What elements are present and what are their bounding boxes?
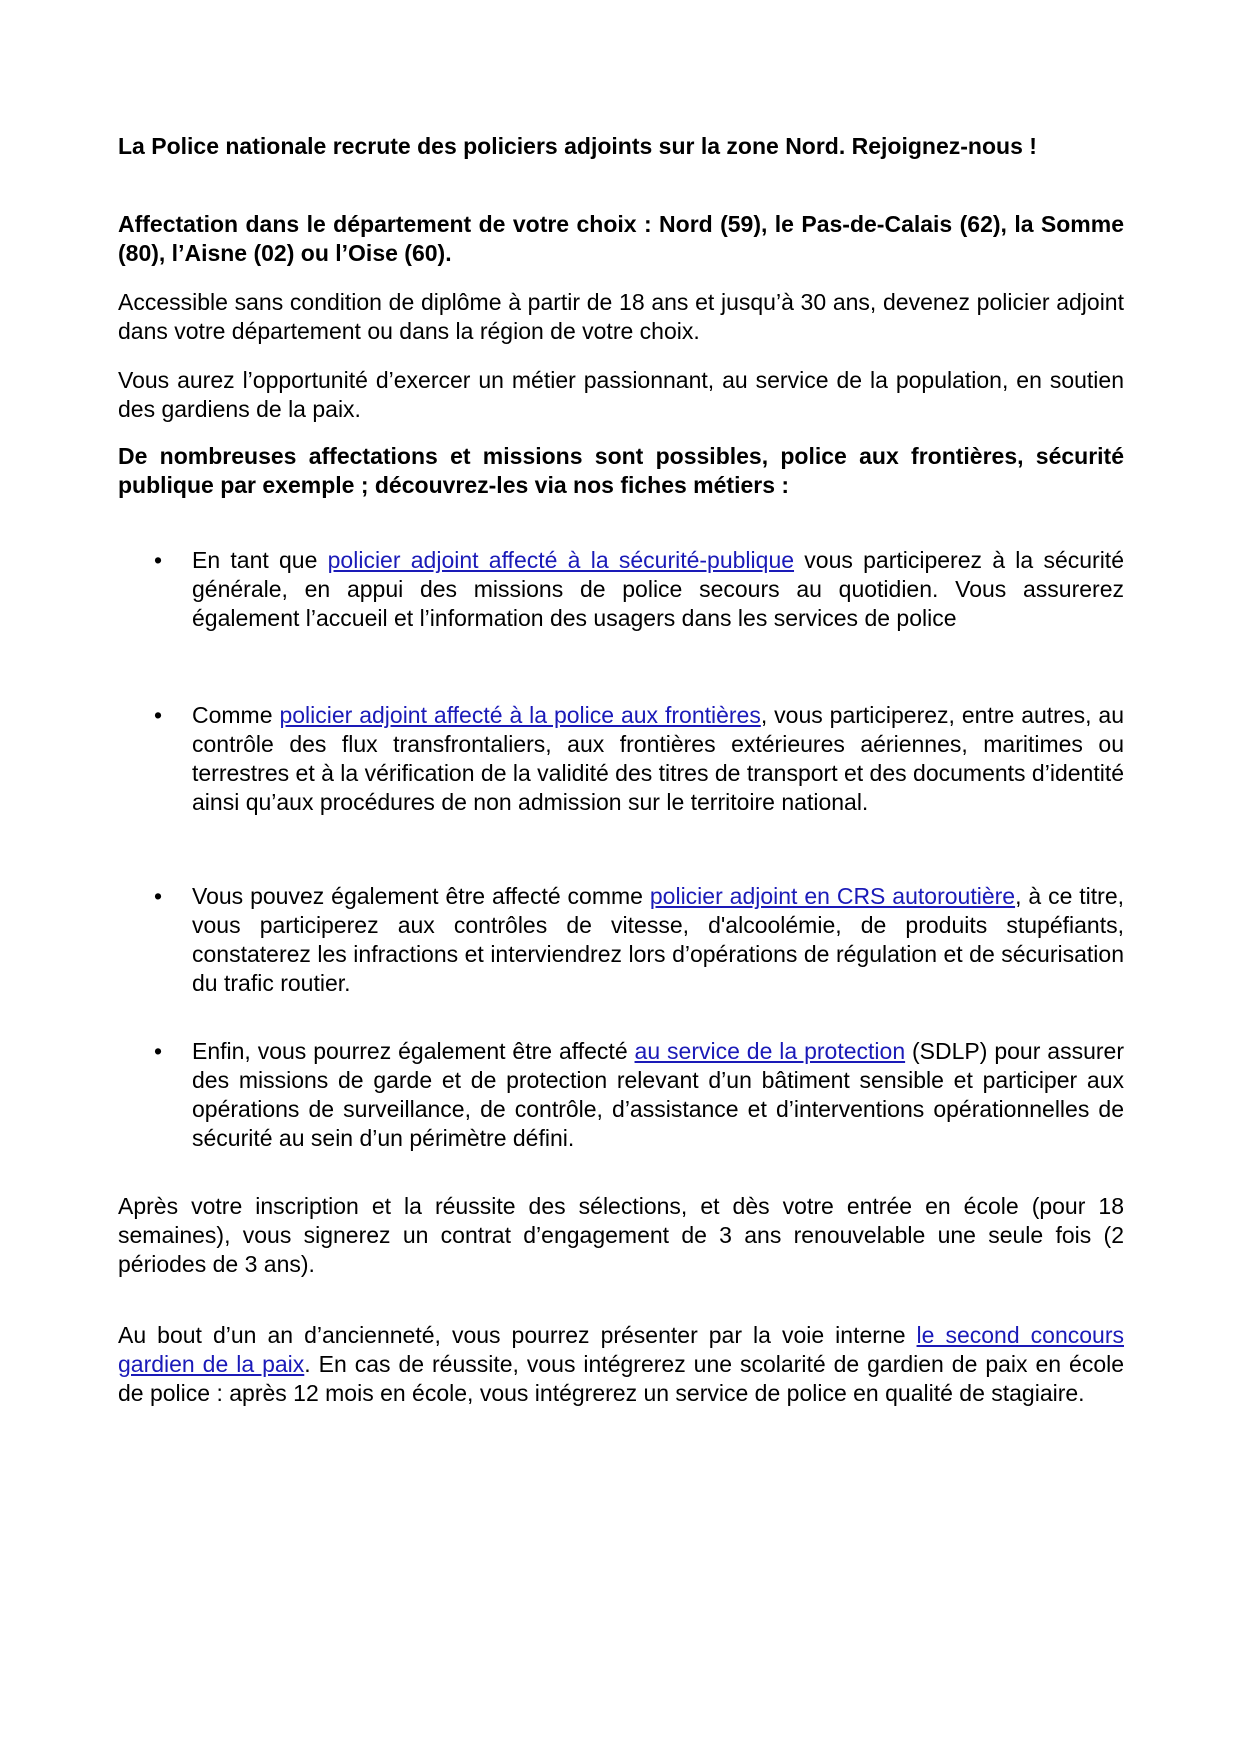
bullet-icon: • [154, 547, 163, 573]
list-item-text-before: Comme [192, 702, 280, 728]
opportunity-paragraph: Vous aurez l’opportunité d’exercer un métier passionnant, au service de la population, en soutien des gardiens de la paix. [118, 367, 1124, 422]
list-item-text-before: Enfin, vous pourrez également être affecté [192, 1038, 635, 1064]
career-paragraph [118, 1321, 1124, 1408]
list-item-text-after: , à ce titre, vous participerez aux contrôles de vitesse, d'alcoolémie, de produits stupéfiants, constaterez les infractions et interviendrez lors d’opérations de régulation et de sécurisation du trafic routier. [192, 883, 1125, 996]
list-item [192, 546, 1124, 633]
link-securite-publique[interactable]: policier adjoint affecté à la sécurité-publique [327, 547, 795, 573]
eligibility-paragraph: Accessible sans condition de diplôme à partir de 18 ans et jusqu’à 30 ans, devenez policier adjoint dans votre département ou dans la région de votre choix. [118, 289, 1124, 344]
page-title: La Police nationale recrute des policiers adjoints sur la zone Nord. Rejoignez-nous ! [118, 133, 1037, 159]
bullet-icon: • [154, 1038, 163, 1064]
list-item-text-after: vous participerez à la sécurité générale, en appui des missions de police secours au quotidien. Vous assurerez également l’accueil et l’information des usagers dans les services de police [192, 547, 1124, 631]
list-item [192, 701, 1124, 817]
career-text-before: Au bout d’un an d’ancienneté, vous pourrez présenter par la voie interne [118, 1322, 917, 1348]
link-crs-autoroutiere[interactable]: policier adjoint en CRS autoroutière [649, 883, 1016, 909]
bullet-icon: • [154, 702, 163, 728]
link-service-protection[interactable]: au service de la protection [634, 1038, 906, 1064]
list-item-text-after: , vous participerez, entre autres, au contrôle des flux transfrontaliers, aux frontières extérieures aériennes, maritimes ou terrestres et à la vérification de la validité des titres de transport et des documents d’identité ainsi qu’aux procédures de non admission sur le territoire national. [192, 702, 1125, 815]
contract-paragraph: Après votre inscription et la réussite des sélections, et dès votre entrée en école (pour 18 semaines), vous signerez un contrat d’engagement de 3 ans renouvelable une seule fois (2 périodes de 3 ans). [118, 1193, 1124, 1277]
affectation-paragraph: Affectation dans le département de votre choix : Nord (59), le Pas-de-Calais (62), la Somme (80), l’Aisne (02) ou l’Oise (60). [118, 211, 1124, 266]
list-item-text-after: (SDLP) pour assurer des missions de garde et de protection relevant d’un bâtiment sensible et participer aux opérations de surveillance, de contrôle, d’assistance et d’interventions opérationnelles de sécurité au sein d’un périmètre défini. [192, 1038, 1124, 1151]
list-item-text-before: En tant que [192, 547, 328, 573]
link-second-concours[interactable]: le second concours gardien de la paix [118, 1322, 1124, 1377]
link-police-frontieres[interactable]: policier adjoint affecté à la police aux frontières [279, 702, 761, 728]
list-item [192, 1037, 1124, 1153]
list-item [192, 882, 1124, 998]
list-item-text-before: Vous pouvez également être affecté comme [192, 883, 650, 909]
bullet-icon: • [154, 883, 163, 909]
missions-intro: De nombreuses affectations et missions sont possibles, police aux frontières, sécurité publique par exemple ; découvrez-les via nos fiches métiers : [118, 443, 1124, 498]
career-text-after: . En cas de réussite, vous intégrerez une scolarité de gardien de paix en école de police : après 12 mois en école, vous intégrerez un service de police en qualité de stagiaire. [118, 1351, 1125, 1406]
